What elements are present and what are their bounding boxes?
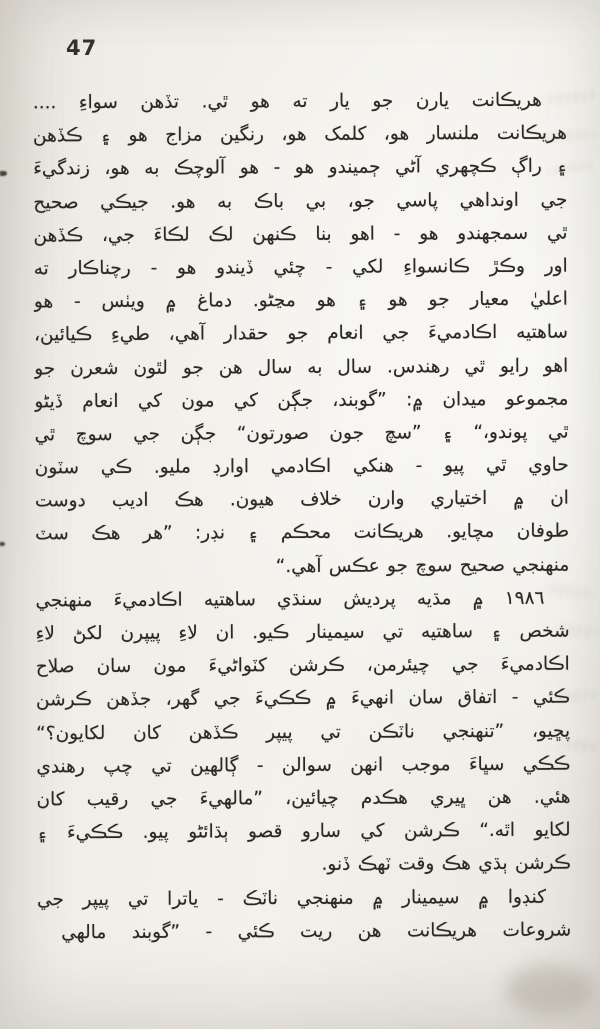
text-line: حاوي ٿي پيو - هنکي اڪادمي اوارڊ مليو. ڪي سٽون [34,454,569,479]
text-line: شخص ۽ ساهتيه تي سيمينار ڪيو. ان لاءِ پيپرن لکڻ لاءِ [35,620,570,645]
ink-speck [0,542,5,546]
text-line: ساهتيه اڪادميءَ جي انعام جو حقدار آهي، طيءِ ڪيائين، [33,321,569,346]
text-line: ڪڪي سڀاءَ موجب انهن سوالن - ڳالهين تي چپ رهندي [36,753,571,778]
text-line: اعليٰ معيار جو هو ۽ هو مڃڻو. دماغ ۾ ويٺس - هو [33,288,568,313]
text-line: طوفان مچايو. هريڪانت محڪم ۽ نڊر: ”هر هڪ سٽ [35,521,570,545]
scan-smudge [505,965,595,1015]
ink-speck [0,171,7,176]
text-line: هئي. هن ڀيري هڪدم چيائين، ”مالهيءَ جي رقيب کان [36,786,571,811]
text-line: لکايو اٿه.“ ڪرشن کي سارو قصو ٻڌائڻو پيو. ڪڪيءَ ۽ [36,819,571,844]
text-line: ڪرشن ٻڌي هڪ وقت ٽهڪ ڏنو. [321,852,571,876]
text-line: کنڊوا ۾ سيمينار ۾ منهنجي ناٽڪ - ياترا تي پيپر جي [36,886,547,910]
text-line: مجموعو ميدان ۾: ”گوبند، جڳن کي مون کي انعام ڏيڻو [34,388,569,413]
text-line: جي اونداهي پاسي جو، بي باڪ به هو. جيڪي صحيح [33,189,568,213]
text-line: اور وڪڙ ڪانسواءِ لکي - چئي ڏيندو هو - رچناڪار ته [33,255,568,280]
text-line: ٿي سمجهندو هو - اهو بنا ڪنهن لڪ لڪاءَ جي، ڪڏهن [33,222,568,247]
text-line: منهنجي صحيح سوچ جو عڪس آهي.“ [275,554,570,577]
text-line: ڪئي - اتفاق سان انهيءَ ۾ ڪڪيءَ جي گهر، جڏهن ڪرشن [35,686,571,711]
text-body [33,84,572,950]
text-line: شروعات هريڪانت هن ريت ڪئي - ”گوبند مالهي [61,919,572,943]
paragraph-1 [33,84,570,585]
text-line: ۽ راڳ ڪچهري آڻي ڄميندو هو - هو آلوچڪ به هو، زندگيءَ [33,155,568,180]
text-line: هريڪانت ملنسار هو، کلمک هو، رنگين مزاج هو ۽ ڪڏهن [32,122,568,147]
paragraph-3 [37,880,571,949]
paragraph-2 [35,581,571,882]
page-number: 47 [66,36,98,60]
text-line: ان ۾ اختياري وارن خلاف هيون. هڪ اديب دوست [34,487,569,512]
text-line: هريڪانت يارن جو يار ته هو ٿي. تڏهن سواءِ .... [32,89,542,114]
text-line: اهو رايو ٿي رهندس. سال به سال هن جو لٿون شعرن جو [34,355,569,379]
text-line: اڪادميءَ جي چيئرمن، ڪرشن کٽواڻيءَ مون سان صلاح [35,653,570,678]
text-line: پڇيو، ”تنهنجي ناٽڪن تي پيپر ڪڏهن کان لکايون؟“ [36,720,571,744]
text-line: ١٩٨٦ ۾ مڌيه پرديش سنڌي ساهتيه اڪادميءَ منهنجي [35,587,545,612]
text-line: ٿي پوندو،“ ۽ ”سچ جون صورتون“ جڳن جي سوچ ٿي [34,421,569,446]
